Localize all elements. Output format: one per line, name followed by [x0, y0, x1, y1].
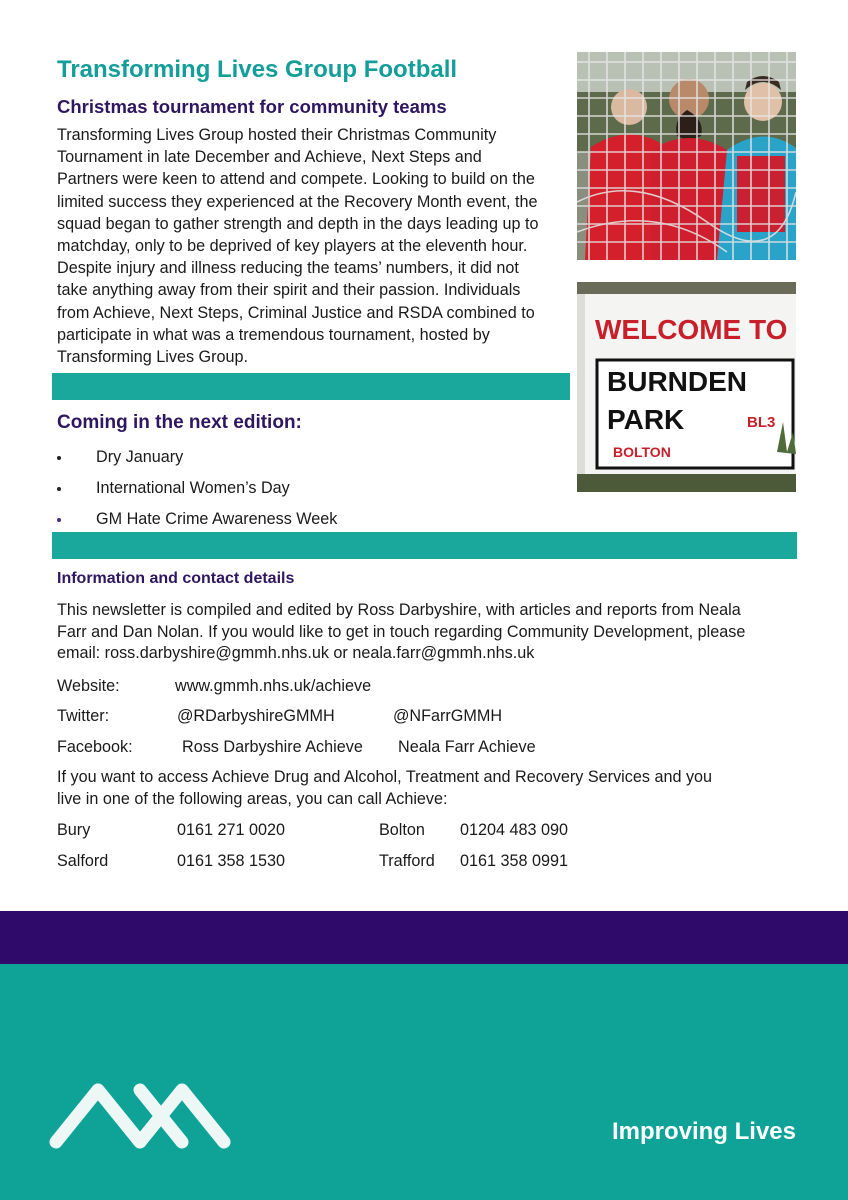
contact-intro-line: This newsletter is compiled and edited by Ross Darbyshire, with articles and reports from Neala: [57, 601, 741, 619]
article-line: Tournament in late December and Achieve, Next Steps and: [57, 148, 482, 167]
facebook-page-ross[interactable]: Ross Darbyshire Achieve: [182, 738, 363, 756]
sign-postcode: BL3: [747, 414, 776, 431]
article-line: matchday, only to be deprived of key players at the eleventh hour.: [57, 237, 528, 256]
article-line: take anything away from their spirit and their passion. Individuals: [57, 281, 521, 300]
article-line: from Achieve, Next Steps, Criminal Justice and RSDA combined to: [57, 303, 535, 322]
list-item: GM Hate Crime Awareness Week: [57, 506, 337, 537]
article-line: limited success they experienced at the Recovery Month event, the: [57, 192, 538, 211]
area-name: Trafford: [379, 852, 435, 870]
article-line: Transforming Lives Group hosted their Christmas Community: [57, 126, 497, 144]
burnden-park-sign-photo: [577, 282, 796, 492]
website-link[interactable]: www.gmmh.nhs.uk/achieve: [175, 677, 372, 695]
area-name: Bury: [57, 821, 91, 839]
bullet-icon: [57, 487, 61, 491]
contact-intro-line: Farr and Dan Nolan. If you would like to get in touch regarding Community Development, please: [57, 622, 746, 641]
football-team-photo-art: [577, 52, 796, 260]
sign-line-burnden: BURNDEN: [607, 366, 747, 397]
article-line: Despite injury and illness reducing the teams’ numbers, it did not: [57, 259, 519, 278]
article-line: Transforming Lives Group.: [57, 348, 249, 367]
area-phone[interactable]: 0161 358 1530: [177, 852, 286, 870]
twitter-label: Twitter:: [57, 707, 110, 725]
article-line: participate in what was a tremendous tournament, hosted by: [57, 325, 490, 344]
list-item: Dry January: [57, 444, 337, 475]
twitter-handle-neala[interactable]: @NFarrGMMH: [393, 707, 503, 725]
access-line: live in one of the following areas, you can call Achieve:: [57, 789, 448, 808]
sign-line-park: PARK: [607, 404, 685, 435]
area-name: Bolton: [379, 821, 425, 839]
bullet-icon: [57, 456, 61, 460]
article-line: Partners were keen to attend and compete. Looking to build on the: [57, 170, 535, 189]
facebook-label: Facebook:: [57, 738, 133, 756]
twitter-handle-ross[interactable]: @RDarbyshireGMMH: [177, 707, 335, 725]
sign-line-welcome: WELCOME TO: [595, 314, 788, 345]
footer-tagline: Improving Lives: [611, 1118, 796, 1145]
teal-divider: [52, 532, 797, 559]
access-text: [57, 767, 802, 810]
access-line: If you want to access Achieve Drug and Alcohol, Treatment and Recovery Services and you: [57, 768, 713, 786]
football-team-photo: [577, 52, 796, 260]
area-name: Salford: [57, 852, 109, 870]
facebook-page-neala[interactable]: Neala Farr Achieve: [398, 738, 536, 756]
website-label: Website:: [57, 677, 120, 695]
footer-purple-band: [0, 911, 848, 964]
article-subtitle: Christmas tournament for community teams: [57, 96, 447, 117]
sign-town: BOLTON: [613, 444, 671, 460]
next-edition-list: [57, 444, 337, 537]
area-phone[interactable]: 01204 483 090: [460, 821, 569, 839]
bullet-icon: [57, 518, 61, 522]
contact-heading: Information and contact details: [57, 570, 295, 587]
area-phone[interactable]: 0161 358 0991: [460, 852, 569, 870]
article-body: [57, 124, 572, 368]
contact-intro: [57, 600, 802, 665]
next-edition-heading: Coming in the next edition:: [57, 412, 302, 433]
article-line: squad began to gather strength and depth in the days leading up to: [57, 214, 539, 233]
article-title: Transforming Lives Group Football: [57, 56, 458, 83]
gmmh-logo-icon: [48, 1078, 234, 1150]
list-item: International Women’s Day: [57, 475, 337, 506]
teal-divider: [52, 373, 570, 400]
area-phone[interactable]: 0161 271 0020: [177, 821, 286, 839]
contact-intro-line: email: ross.darbyshire@gmmh.nhs.uk or neala.farr@gmmh.nhs.uk: [57, 644, 535, 662]
